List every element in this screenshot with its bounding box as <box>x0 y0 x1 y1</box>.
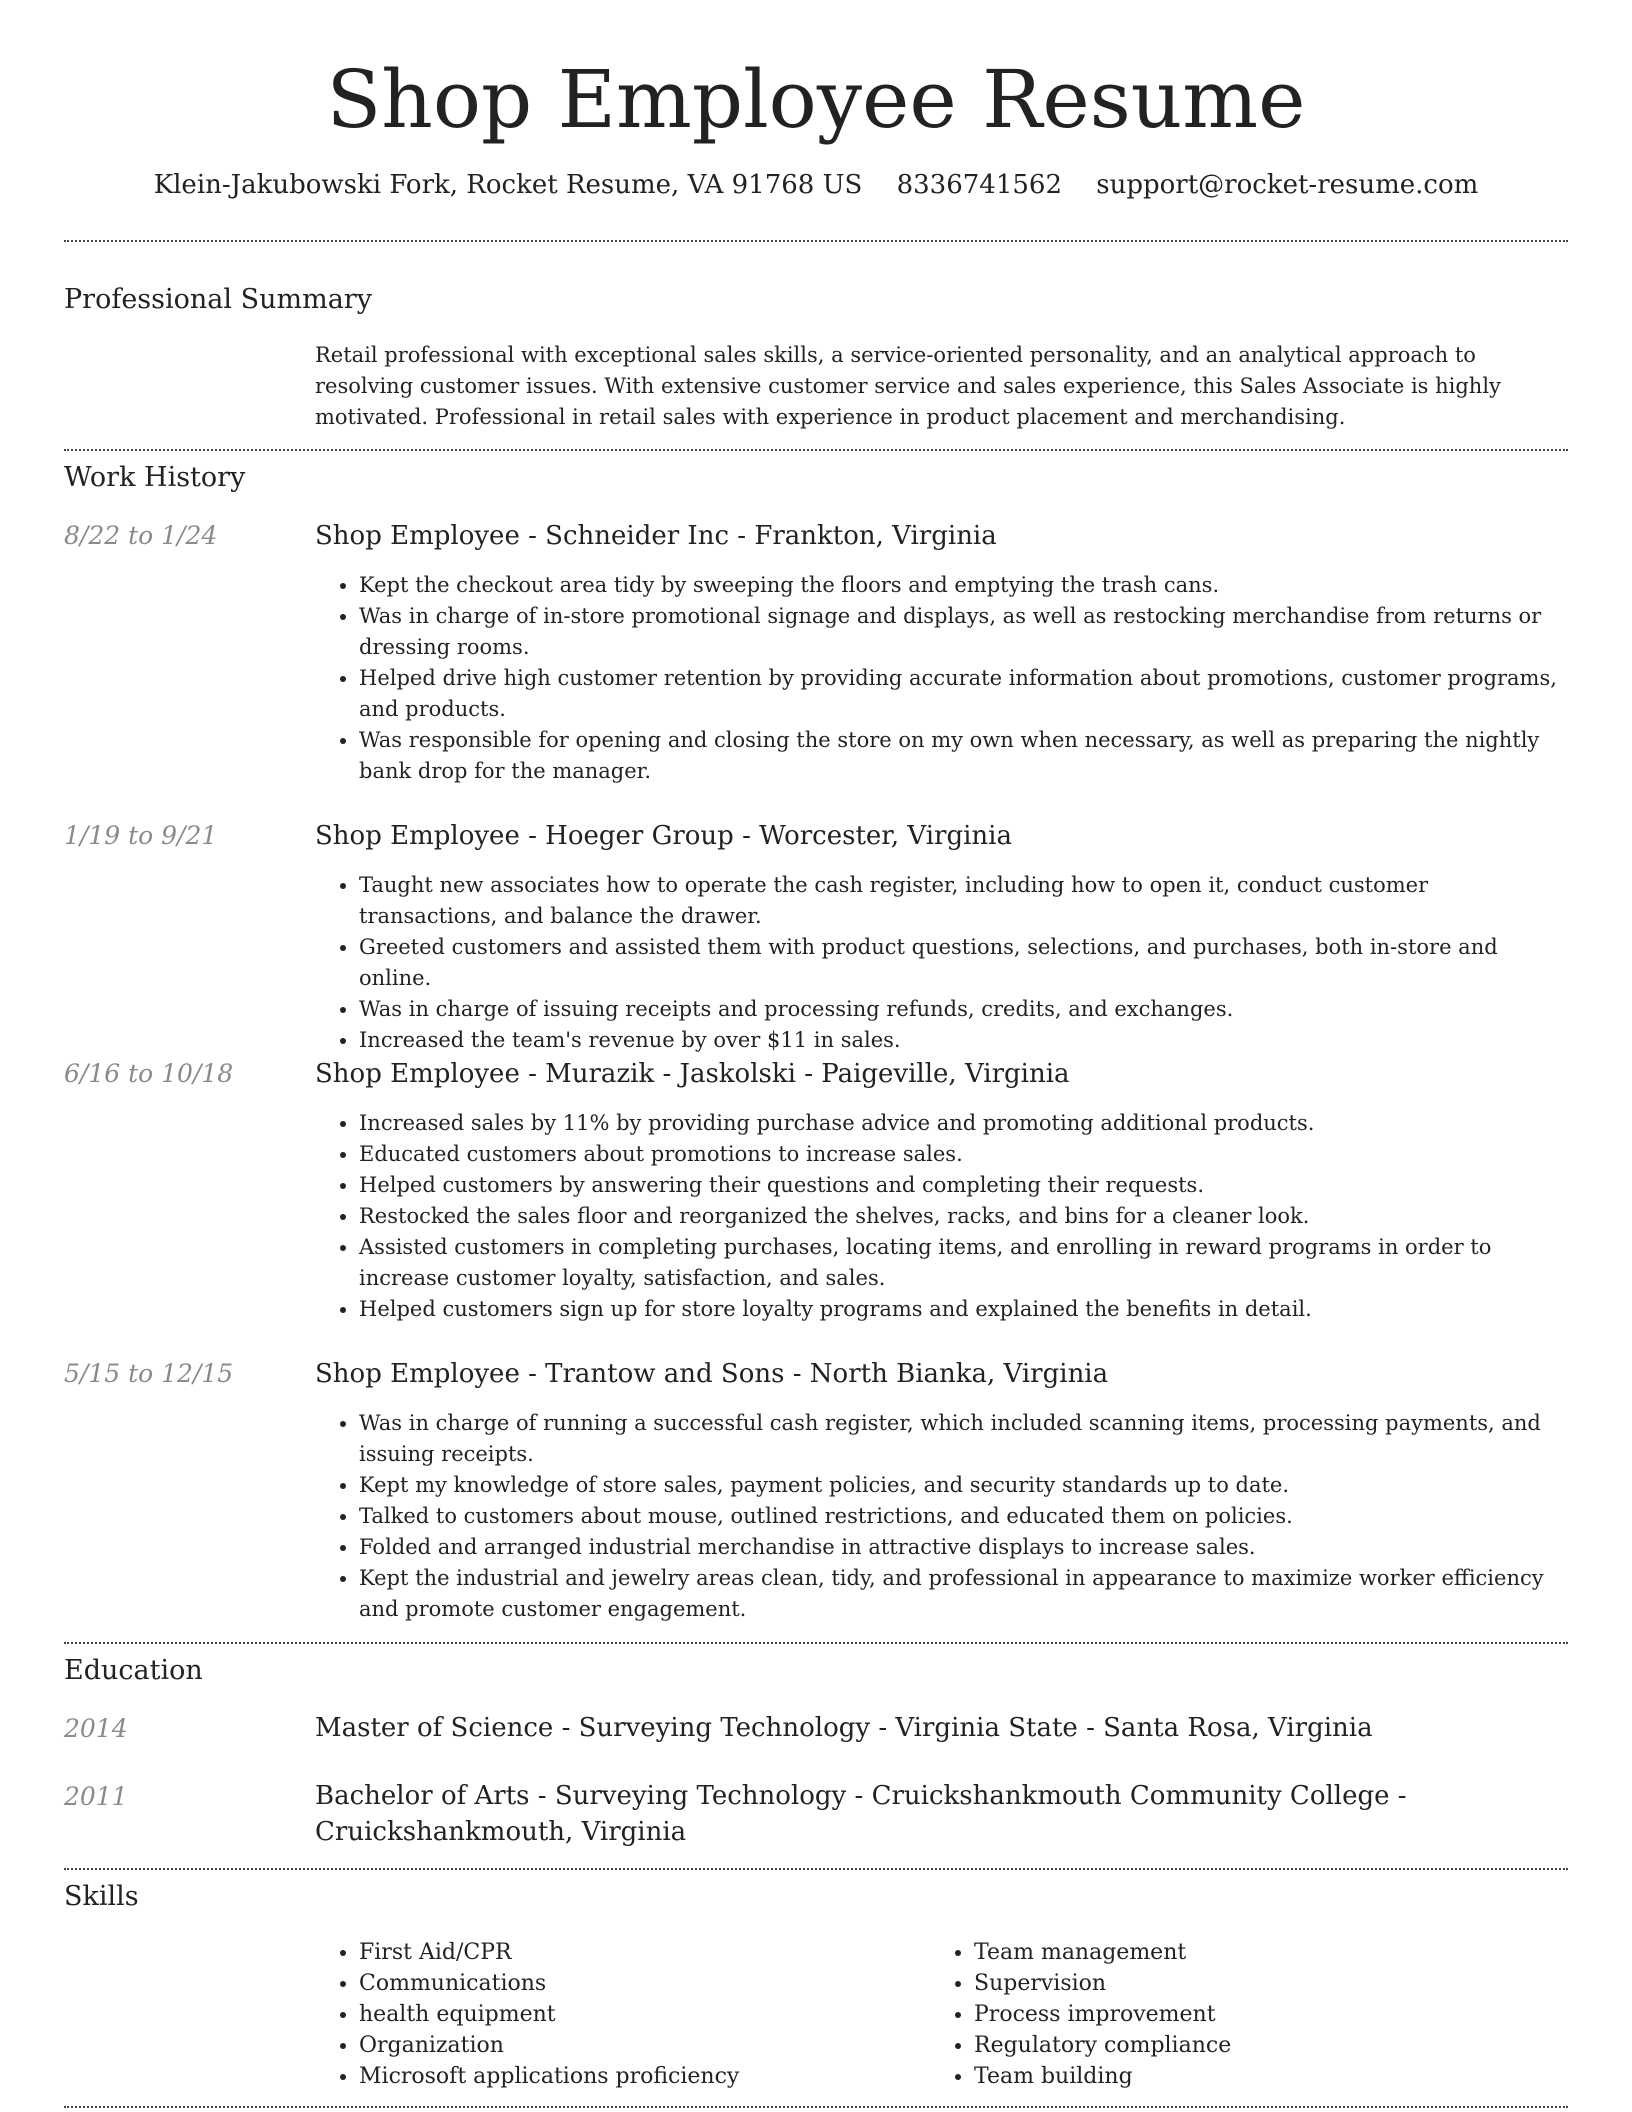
skill-item: • health equipment <box>359 1999 915 2030</box>
job-bullet: • Taught new associates how to operate the cash register, including how to open it, conduct customer transactions, and balance the drawer. <box>359 870 1568 932</box>
section-divider <box>64 449 1568 451</box>
job-bullets <box>315 870 1568 1056</box>
job-bullet: • Was in charge of in-store promotional signage and displays, as well as restocking merchandise from returns or dressing rooms. <box>359 601 1568 663</box>
job-bullet: • Assisted customers in completing purchases, locating items, and enrolling in reward programs in order to increase customer loyalty, satisfaction, and sales. <box>359 1232 1568 1294</box>
job-bullet: • Kept my knowledge of store sales, payment policies, and security standards up to date. <box>359 1470 1568 1501</box>
skill-item: • Microsoft applications proficiency <box>359 2061 915 2092</box>
job-bullet: • Kept the checkout area tidy by sweeping the floors and emptying the trash cans. <box>359 570 1568 601</box>
section-divider <box>64 1868 1568 1870</box>
job-title: Shop Employee - Murazik - Jaskolski - Paigeville, Virginia <box>315 1059 1070 1089</box>
job-dates: 1/19 to 9/21 <box>64 821 218 850</box>
summary-text: Retail professional with exceptional sales skills, a service-oriented personality, and an analytical approach to resolving customer issues. With extensive customer service and sales experience, this Sales Associate is highly motivated. Professional in retail sales with experience in product placement and merchandising. <box>315 343 1501 429</box>
skill-item: • Supervision <box>974 1968 1530 1999</box>
job-bullet: • Was in charge of issuing receipts and processing refunds, credits, and exchanges. <box>359 994 1568 1025</box>
job-bullet: • Greeted customers and assisted them with product questions, selections, and purchases, both in-store and online. <box>359 932 1568 994</box>
job-bullet: • Kept the industrial and jewelry areas clean, tidy, and professional in appearance to maximize worker efficiency and promote customer engagement. <box>359 1563 1568 1625</box>
education-year: 2011 <box>64 1782 128 1811</box>
education-title: Bachelor of Arts - Surveying Technology - Cruickshankmouth Community College - Cruickshankmouth, Virginia <box>315 1781 1407 1847</box>
job-title: Shop Employee - Trantow and Sons - North Bianka, Virginia <box>315 1359 1109 1389</box>
contact-phone: 8336741562 <box>896 170 1063 200</box>
job-bullet: • Talked to customers about mouse, outlined restrictions, and educated them on policies. <box>359 1501 1568 1532</box>
section-title-education: Education <box>64 1655 203 1686</box>
job-title: Shop Employee - Schneider Inc - Frankton, Virginia <box>315 521 997 551</box>
job-bullets <box>315 1108 1568 1325</box>
section-title-work: Work History <box>64 462 246 493</box>
job-dates: 5/15 to 12/15 <box>64 1359 234 1388</box>
job-bullet: • Helped customers sign up for store loyalty programs and explained the benefits in detail. <box>359 1294 1568 1325</box>
education-year: 2014 <box>64 1714 128 1743</box>
skill-item: • Communications <box>359 1968 915 1999</box>
skill-item: • Process improvement <box>974 1999 1530 2030</box>
skill-item: • Team management <box>974 1937 1530 1968</box>
job-bullet: • Increased the team's revenue by over $11 in sales. <box>359 1025 1568 1056</box>
section-title-summary: Professional Summary <box>64 284 372 315</box>
resume-header <box>64 50 1568 202</box>
job-bullets <box>315 570 1568 787</box>
section-divider <box>64 240 1568 242</box>
contact-email: support@rocket-resume.com <box>1096 170 1479 200</box>
job-bullet: • Increased sales by 11% by providing purchase advice and promoting additional products. <box>359 1108 1568 1139</box>
job-bullet: • Was responsible for opening and closing the store on my own when necessary, as well as preparing the nightly bank drop for the manager. <box>359 725 1568 787</box>
contact-line <box>64 168 1568 202</box>
skills-list-right <box>930 1937 1530 2092</box>
job-dates: 8/22 to 1/24 <box>64 521 218 550</box>
job-bullet: • Helped drive high customer retention by providing accurate information about promotions, customer programs, and products. <box>359 663 1568 725</box>
section-title-skills: Skills <box>64 1881 139 1912</box>
skill-item: • Regulatory compliance <box>974 2030 1530 2061</box>
skill-item: • Team building <box>974 2061 1530 2092</box>
job-bullet: • Educated customers about promotions to increase sales. <box>359 1139 1568 1170</box>
section-divider <box>64 1642 1568 1644</box>
job-title: Shop Employee - Hoeger Group - Worcester, Virginia <box>315 821 1012 851</box>
job-dates: 6/16 to 10/18 <box>64 1059 234 1088</box>
job-bullets <box>315 1408 1568 1625</box>
skills-list-left <box>315 1937 915 2092</box>
section-divider <box>64 2106 1568 2108</box>
contact-address: Klein-Jakubowski Fork, Rocket Resume, VA 91768 US <box>153 170 863 200</box>
job-bullet: • Helped customers by answering their questions and completing their requests. <box>359 1170 1568 1201</box>
job-bullet: • Folded and arranged industrial merchandise in attractive displays to increase sales. <box>359 1532 1568 1563</box>
job-bullet: • Was in charge of running a successful cash register, which included scanning items, processing payments, and issuing receipts. <box>359 1408 1568 1470</box>
resume-name: Shop Employee Resume <box>326 53 1306 146</box>
education-title: Master of Science - Surveying Technology - Virginia State - Santa Rosa, Virginia <box>315 1713 1373 1743</box>
skill-item: • Organization <box>359 2030 915 2061</box>
job-bullet: • Restocked the sales floor and reorganized the shelves, racks, and bins for a cleaner look. <box>359 1201 1568 1232</box>
skill-item: • First Aid/CPR <box>359 1937 915 1968</box>
